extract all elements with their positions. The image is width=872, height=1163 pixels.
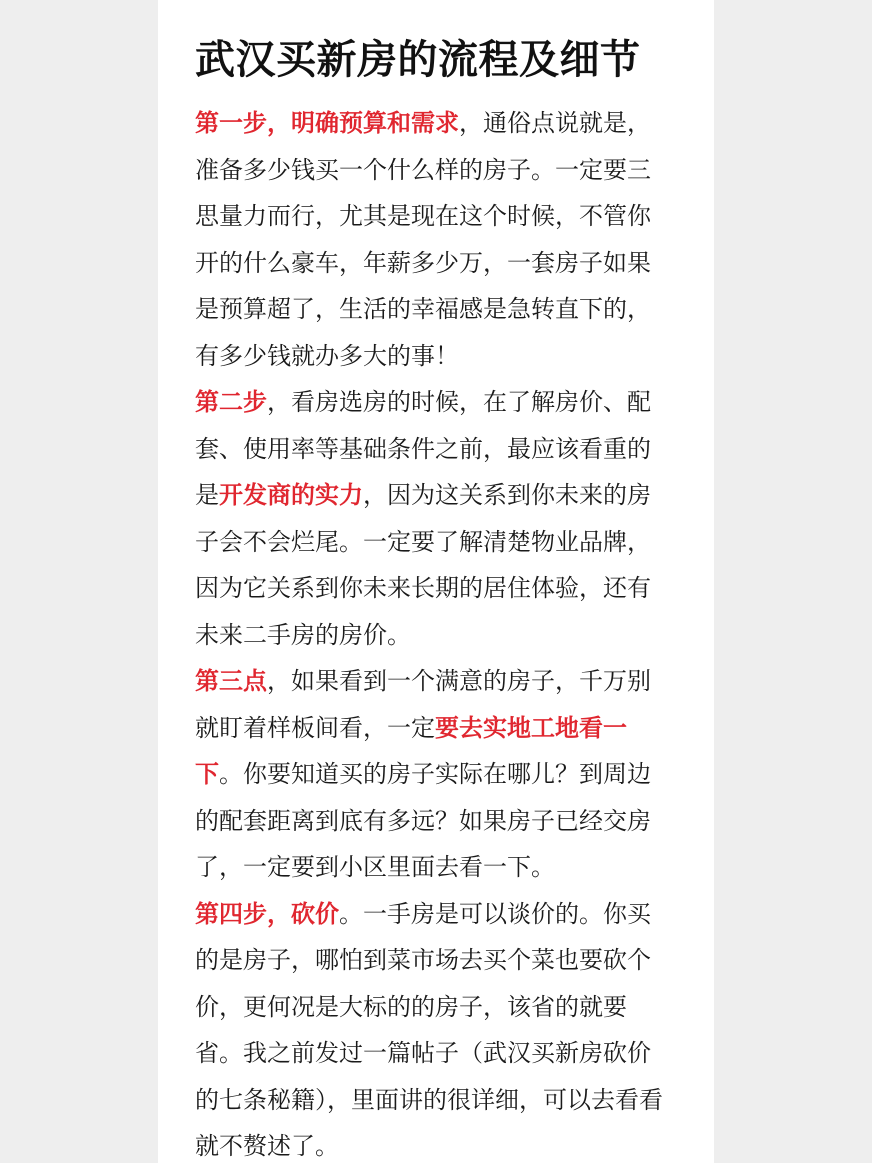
- paragraph-step-2: [195, 379, 665, 658]
- step-2-body-part-1: ，看房选房的时候，在了解房价、配套、使用率等基础条件之前，最应该看重的是: [195, 388, 651, 509]
- step-3-highlight: 要去实地工地看一下: [195, 713, 627, 788]
- paragraph-step-3: [195, 658, 665, 891]
- article-title: 武汉买新房的流程及细节: [195, 37, 641, 83]
- step-3-body-part-1: ，如果看到一个满意的房子，千万别就盯着样板间看，一定: [195, 667, 651, 742]
- article-card: [158, 0, 714, 1163]
- step-1-heading: 第一步，明确预算和需求: [195, 109, 459, 137]
- step-2-body-part-2: ，因为这关系到你未来的房子会不会烂尾。一定要了解清楚物业品牌，因为它关系到你未来长期的居住体验，还有未来二手房的房价。: [195, 481, 651, 649]
- step-3-body-part-2: 。你要知道买的房子实际在哪儿？到周边的配套距离到底有多远？如果房子已经交房了，一定要到小区里面去看一下。: [195, 760, 651, 881]
- step-4-heading: 第四步，砍价: [195, 899, 339, 928]
- paragraph-step-4: [195, 891, 665, 1163]
- step-1-body: ，通俗点说就是，准备多少钱买一个什么样的房子。一定要三思量力而行，尤其是现在这个时候，不管你开的什么豪车，年薪多少万，一套房子如果是预算超了，生活的幸福感是急转直下的，有多少钱就办多大的事！: [195, 109, 651, 370]
- step-3-heading: 第三点: [195, 667, 267, 695]
- step-2-highlight: 开发商的实力: [219, 481, 363, 509]
- step-2-heading: 第二步: [195, 388, 267, 416]
- paragraph-step-1: [195, 100, 665, 379]
- step-4-body: 。一手房是可以谈价的。你买的是房子，哪怕到菜市场去买个菜也要砍个价，更何况是大标的的房子，该省的就要省。我之前发过一篇帖子（武汉买新房砍价的七条秘籍），里面讲的很详细，可以去看看就不赘述了。: [195, 899, 663, 1160]
